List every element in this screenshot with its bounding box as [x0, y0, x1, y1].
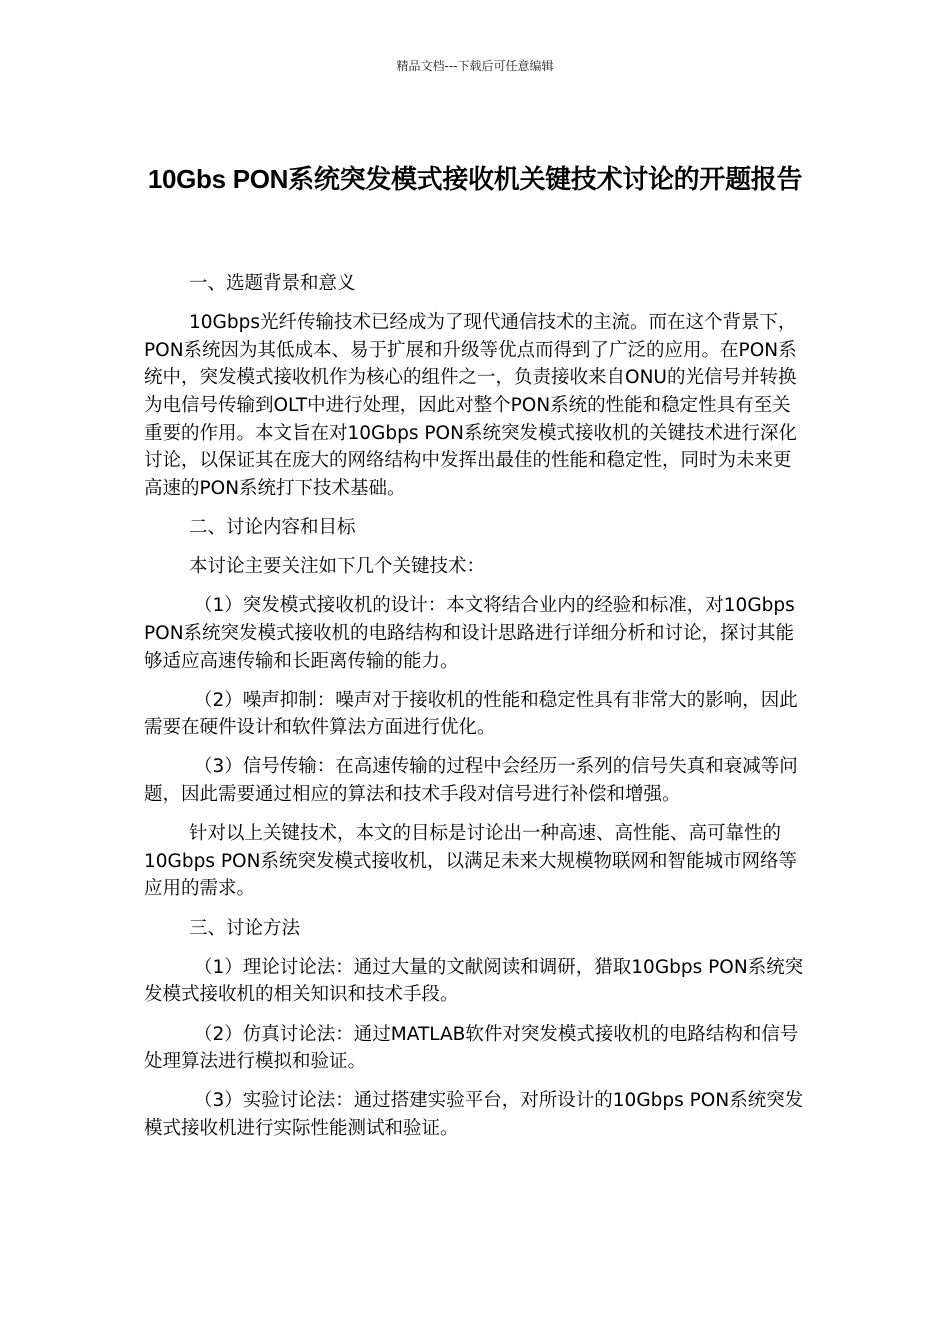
content-intro: 本讨论主要关注如下几个关键技术：	[189, 556, 486, 578]
tech-item-signal-transmission: （3）信号传输：在高速传输的过程中会经历一系列的信号失真和衰减等问题，因此需要通过相应的算法和技术手段对信号进行补偿和增强。	[144, 756, 798, 806]
goals-paragraph: 针对以上关键技术，本文的目标是讨论出一种高速、高性能、高可靠性的10Gbps PON系统突发模式接收机，以满足未来大规模物联网和智能城市网络等应用的需求。	[144, 823, 797, 900]
method-item-simulation: （2）仿真讨论法：通过MATLAB软件对突发模式接收机的电路结构和信号处理算法进行模拟和验证。	[144, 1023, 799, 1073]
method-item-experiment: （3）实验讨论法：通过搭建实验平台，对所设计的10Gbps PON系统突发模式接收机进行实际性能测试和验证。	[144, 1090, 804, 1139]
document-title: 10Gbs PON系统突发模式接收机关键技术讨论的开题报告	[147, 164, 803, 195]
section-heading-methods: 三、讨论方法	[189, 917, 301, 939]
tech-item-noise-suppression: （2）噪声抑制：噪声对于接收机的性能和稳定性具有非常大的影响，因此需要在硬件设计和软件算法方面进行优化。	[144, 689, 798, 739]
background-paragraph: 10Gbps光纤传输技术已经成为了现代通信技术的主流。而在这个背景下，PON系统因为其低成本、易于扩展和升级等优点而得到了广泛的应用。在PON系统中，突发模式接收机作为核心的组件之一，负责接收来自ONU的光信号并转换为电信号传输到OLT中进行处理，因此对整个PON系统的性能和稳定性具有至关重要的作用。本文旨在对10Gbps PON系统突发模式接收机的关键技术进行深化讨论，以保证其在庞大的网络结构中发挥出最佳的性能和稳定性，同时为未来更高速的PON系统打下技术基础。	[144, 312, 797, 499]
tech-item-receiver-design: （1）突发模式接收机的设计：本文将结合业内的经验和标准，对10Gbps PON系统突发模式接收机的电路结构和设计思路进行详细分析和讨论，探讨其能够适应高速传输和长距离传输的能力。	[144, 595, 795, 672]
method-item-theory: （1）理论讨论法：通过大量的文献阅读和调研，猎取10Gbps PON系统突发模式接收机的相关知识和技术手段。	[144, 956, 804, 1006]
section-heading-content-goals: 二、讨论内容和目标	[189, 516, 356, 538]
section-heading-background: 一、选题背景和意义	[189, 273, 356, 294]
page-header-watermark: 精品文档---下载后可任意编辑	[396, 59, 554, 73]
document-body	[144, 270, 806, 1154]
